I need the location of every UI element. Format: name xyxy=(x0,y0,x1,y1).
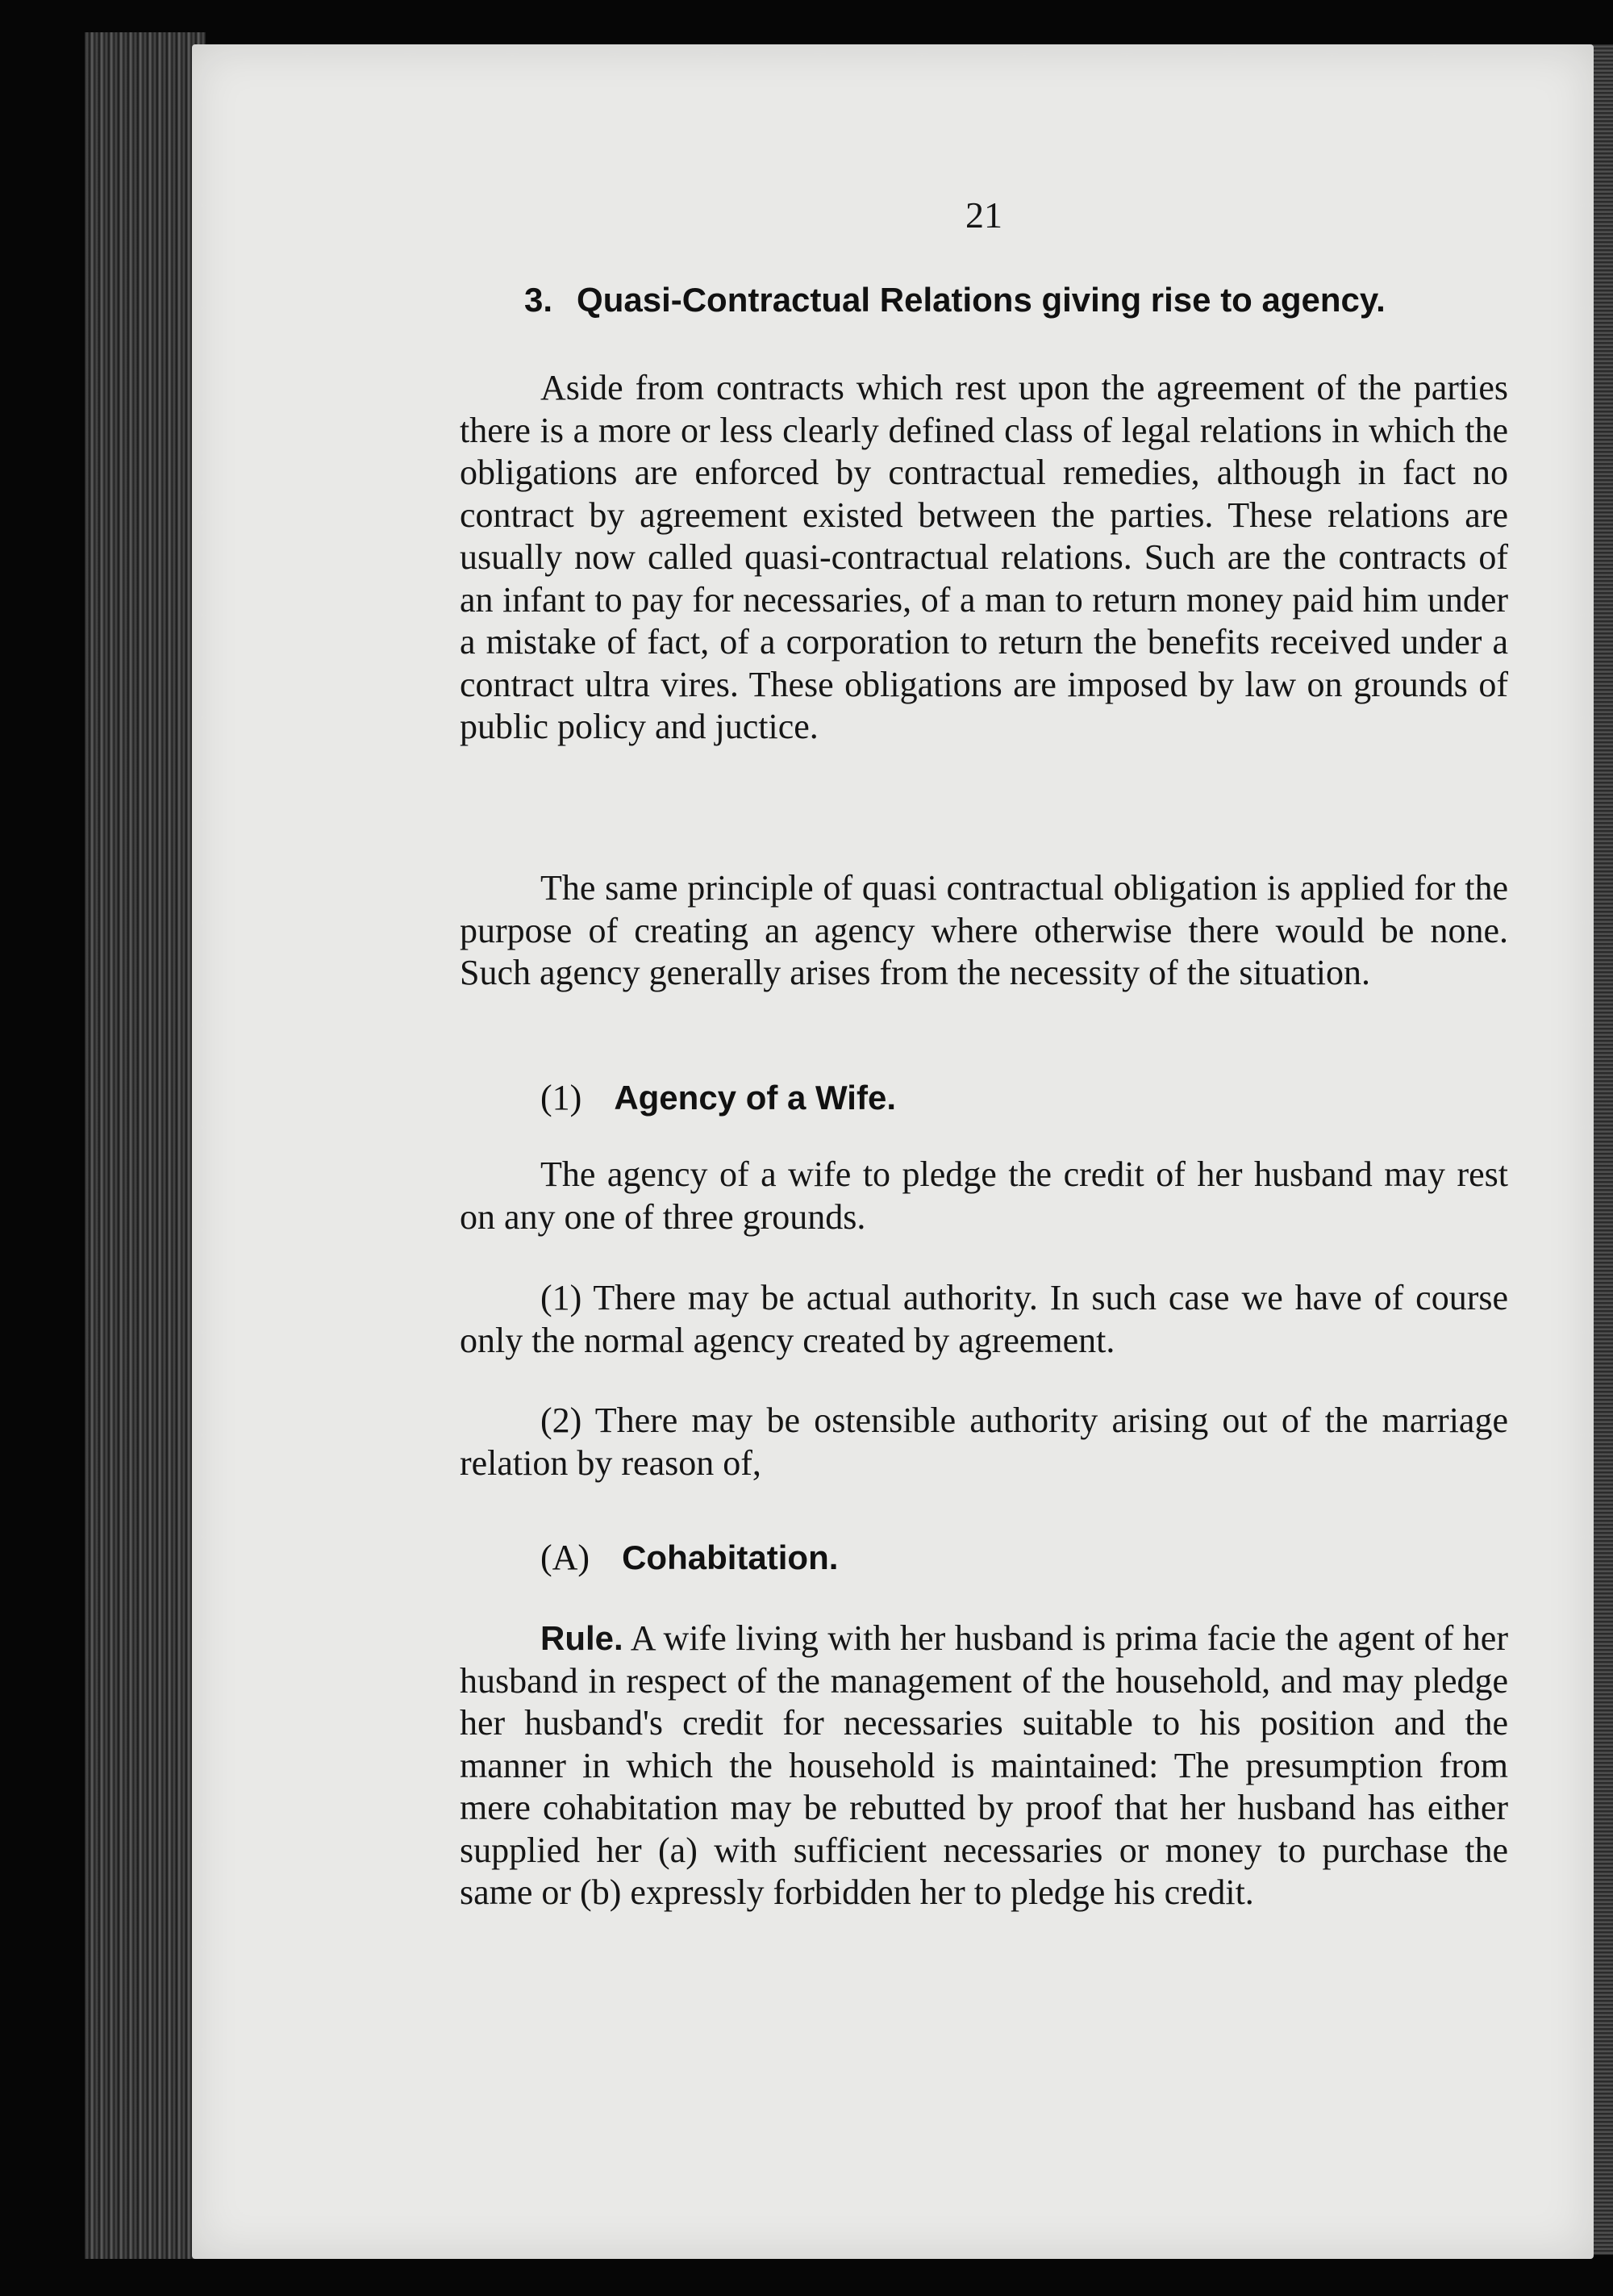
rule-label: Rule. xyxy=(540,1619,623,1657)
paragraph-rule xyxy=(460,1618,1508,1914)
right-scan-edge xyxy=(1590,44,1613,2255)
subheading-title: Agency of a Wife. xyxy=(614,1079,896,1117)
paragraph-quasi-contract-definition: Aside from contracts which rest upon the agreement of the parties there is a more or less clearly defined class of legal relations in which the obligations are enforced by contractual remedies, although in fact no contract by agreement existed between the parties. These relations are usually now called quasi-contractual relations. Such are the contracts of an infant to pay for necessaries, of a man to return money paid him under a mistake of fact, of a corporation to return the benefits received under a contract ultra vires. These obligations are imposed by law on grounds of public policy and juctice. xyxy=(460,368,1508,746)
paragraph-quasi-contract-agency: The same principle of quasi contractual obligation is applied for the purpose of creating an agency where otherwise there would be none. Such agency generally arises from the necessity of the situation. xyxy=(460,868,1508,992)
subheading-agency-of-wife xyxy=(540,1077,896,1118)
section-title: Quasi-Contractual Relations giving rise to agency. xyxy=(577,281,1386,319)
paragraph-actual-authority: (1) There may be actual authority. In such case we have of course only the normal agency created by agreement. xyxy=(460,1278,1508,1360)
subheading-cohabitation xyxy=(540,1537,838,1578)
section-heading xyxy=(524,281,1540,319)
paragraph-ostensible-authority: (2) There may be ostensible authority arising out of the marriage relation by reason of, xyxy=(460,1401,1508,1483)
book-page-edges xyxy=(85,32,206,2259)
rule-text: A wife living with her husband is prima facie the agent of her husband in respect of the management of the household, and may pledge her husband's credit for necessaries suitable to his position and the manner in which the household is maintained: The presumption from mere cohabitation may be rebutted by proof that her husband has either supplied her (a) with sufficient necessaries or money to purchase the same or (b) expressly forbidden her to pledge his credit. xyxy=(460,1618,1508,1912)
subheading-title: Cohabitation. xyxy=(622,1538,839,1576)
paragraph-three-grounds: The agency of a wife to pledge the credit of her husband may rest on any one of three grounds. xyxy=(460,1154,1508,1237)
subheading-marker: (1) xyxy=(540,1078,582,1117)
subheading-marker: (A) xyxy=(540,1538,590,1577)
section-number: 3. xyxy=(524,281,553,319)
page-number: 21 xyxy=(965,194,1002,236)
